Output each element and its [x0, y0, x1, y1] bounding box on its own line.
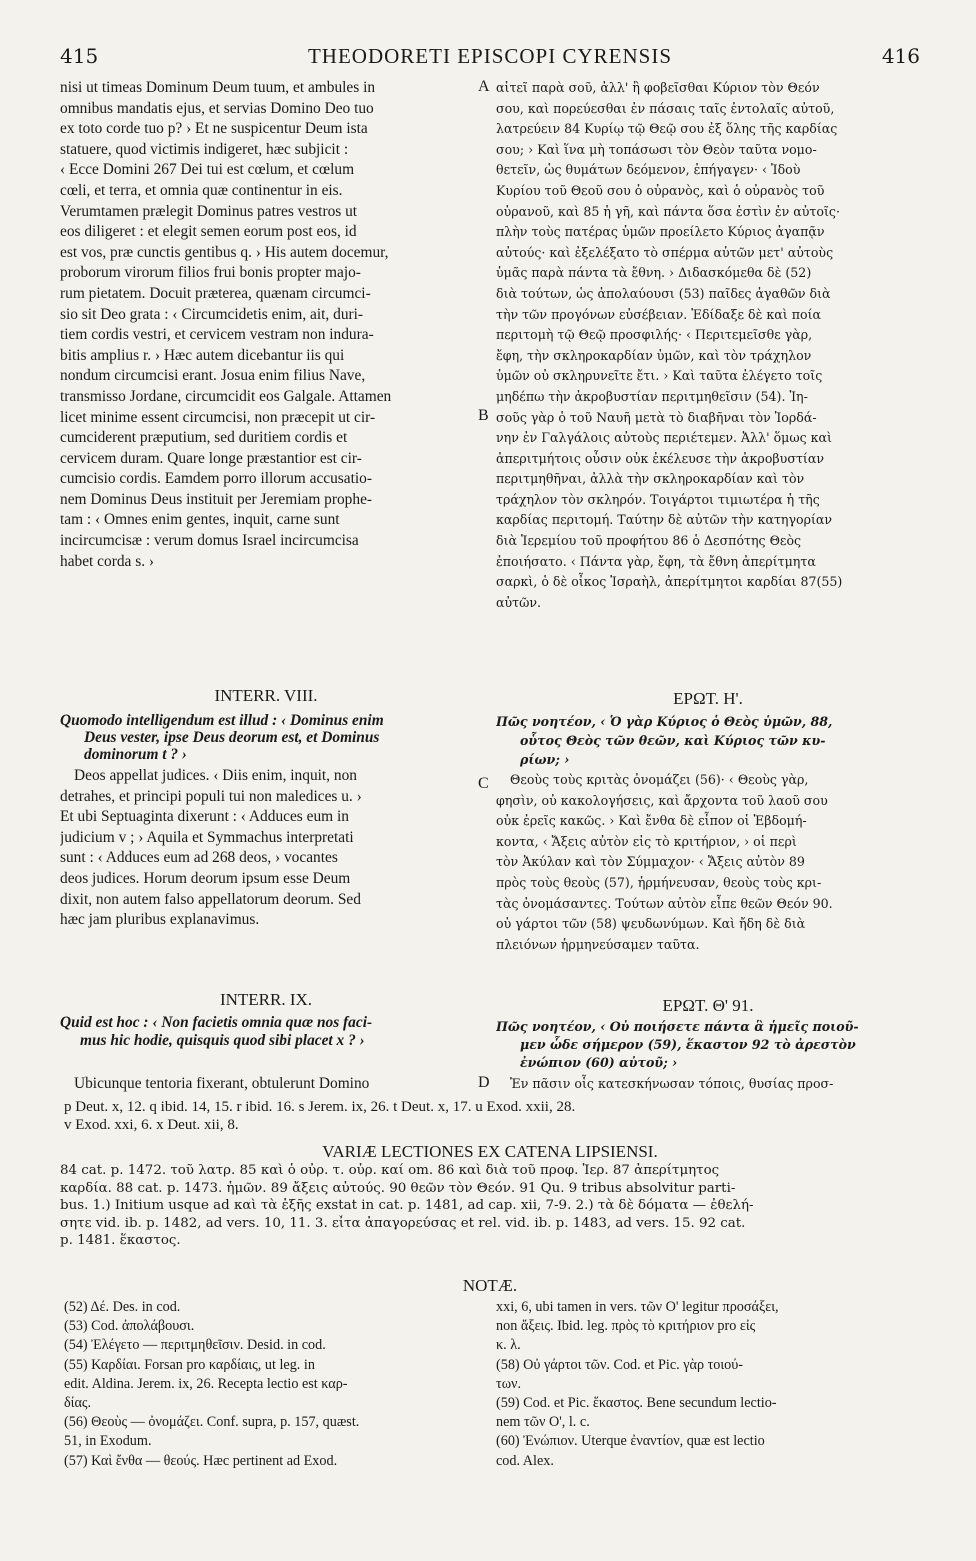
latin-line: hæc jam pluribus explanavimus. — [60, 911, 260, 929]
interr9-body-latin — [60, 1074, 472, 1095]
greek-line: οὐρανοῦ, καὶ 85 ἡ γῆ, καὶ πάντα ὅσα ἐστὶν ἐν αὐτοῖς· — [496, 203, 840, 219]
note-line: non ἄξεις. Ibid. leg. πρὸς τὸ κριτήριον pro εἰς — [496, 1318, 756, 1335]
variae-title: VARIÆ LECTIONES EX CATENA LIPSIENSI. — [322, 1142, 658, 1161]
variant-line: bus. 1.) Initium usque ad καὶ τὰ ἑξῆς exstat in cat. p. 1481, ad cap. xii, 7-9. 2.) τὰ δὲ δόματα — ἐθελή- — [60, 1198, 754, 1214]
question-line: Πῶς νοητέον, ‹ Ὁ γὰρ Κύριος ὁ Θεὸς ὑμῶν, 88, — [496, 714, 833, 729]
left-page-number: 415 — [60, 44, 99, 68]
variant-line: p. 1481. ἕκαστος. — [60, 1233, 181, 1249]
note-line: (54) Ἐλέγετο — περιτμηθεῖσιν. Desid. in cod. — [64, 1337, 326, 1354]
note-line: (53) Cod. ἀπολάβουσι. — [64, 1318, 195, 1335]
question-line: dominorum t ? › — [84, 746, 188, 763]
greek-line: σου; › Καὶ ἵνα μὴ τοπάσωσι τὸν Θεὸν ταῦτα νομο- — [496, 141, 817, 157]
note-line: (58) Οὐ γάρτοι τῶν. Cod. et Pic. γὰρ τοιού- — [496, 1356, 744, 1373]
greek-line: Θεοὺς τοὺς κριτὰς ὀνομάζει (56)· ‹ Θεοὺς γὰρ, — [510, 772, 809, 787]
note-line: 51, in Exodum. — [64, 1433, 152, 1450]
note-line: (56) Θεοὺς — ὀνομάζει. Conf. supra, p. 157, quæst. — [64, 1414, 360, 1431]
latin-line: est vos, præ cunctis gentibus q. › His autem docemur, — [60, 243, 389, 261]
greek-line: κοντα, ‹ Ἄξεις αὐτὸν εἰς τὸ κριτήριον, › οἱ περὶ — [496, 833, 797, 849]
greek-line: ὑμῶν οὐ σκληρυνεῖτε ἔτι. › Καὶ ταῦτα ἐλέγετο τοῖς — [496, 368, 823, 384]
greek-column-top — [496, 78, 920, 613]
running-header — [60, 44, 920, 72]
greek-line: πρὸς τοὺς θεοὺς (57), ἡρμήνευσαν, θεοὺς τοὺς κρι- — [496, 874, 822, 890]
greek-line: πλειόνων ἡρμηνεύσαμεν ταῦτα. — [496, 936, 700, 952]
latin-line: licet minime essent circumcisi, non præcepit ut cir- — [60, 408, 376, 426]
question-line: ρίων; › — [520, 752, 570, 767]
note-line: (57) Καὶ ἔνθα — θεούς. Hæc pertinent ad Exod. — [64, 1452, 338, 1469]
notae-title: NOTÆ. — [462, 1276, 518, 1295]
greek-line: μηδέπω τὴν ἀκροβυστίαν περιτμηθεῖσιν (54). Ἰη- — [496, 388, 808, 404]
question-line: Quomodo intelligendum est illud : ‹ Dominus enim — [60, 712, 384, 729]
question-line: οὗτος Θεὸς τῶν θεῶν, καὶ Κύριος τῶν κυ- — [520, 733, 826, 748]
greek-line: καρδίας περιτομή. Ταύτην δὲ αὐτῶν τὴν κατηγορίαν — [496, 512, 833, 528]
latin-line: deos judices. Horum deorum ipsum esse Deum — [60, 869, 351, 887]
latin-line: nisi ut timeas Dominum Deum tuum, et ambules in — [60, 79, 376, 96]
greek-line: διὰ τούτων, ὡς ἀπολαύουσι (53) παῖδες ἀγαθῶν διὰ — [496, 285, 831, 301]
note-line: (59) Cod. et Pic. ἕκαστος. Bene secundum lectio- — [496, 1394, 777, 1411]
greek-line: περιτομὴ τῷ Θεῷ προσφιλής· ‹ Περιτεμεῖσθε γὰρ, — [496, 327, 813, 343]
greek-line: Ἐν πᾶσιν οἷς κατεσκήνωσαν τόποις, θυσίας προσ- — [510, 1076, 834, 1091]
latin-line: dixit, non autem falso appellatorum deorum. Sed — [60, 890, 361, 908]
greek-line: αὐτούς· καὶ ἐξελέξατο τὸ σπέρμα αὐτῶν μετ' αὐτοὺς — [496, 244, 834, 260]
greek-line: Κυρίου τοῦ Θεοῦ σου ὁ οὐρανὸς, καὶ ὁ οὐρανὸς τοῦ — [496, 182, 825, 198]
variant-line: σητε vid. ib. p. 1482, ad vers. 10, 11. 3. εἶτα ἀπαγορεύσας et rel. vid. ib. p. 1483, ad vers. 15. 92 cat. — [60, 1215, 746, 1231]
greek-line: σου, καὶ πορεύεσθαι ἐν πάσαις ταῖς ἐντολαῖς αὐτοῦ, — [496, 100, 835, 116]
greek-line: φησὶν, οὐ κακολογήσεις, καὶ ἄρχοντα τοῦ λαοῦ σου — [496, 792, 828, 808]
variae-lectiones — [60, 1162, 920, 1250]
note-line: (52) Δέ. Des. in cod. — [64, 1299, 181, 1315]
running-title: THEODORETI EPISCOPI CYRENSIS — [307, 44, 673, 68]
greek-line: τὸν Ἀκύλαν καὶ τὸν Σύμμαχον· ‹ Ἄξεις αὐτὸν 89 — [496, 854, 805, 870]
latin-line: statuere, quod victimis indigeret, hæc subjicit : — [60, 140, 349, 158]
latin-line: bitis amplius r. › Hæc autem dicebantur iis qui — [60, 346, 345, 364]
greek-line: τὴν τῶν προγόνων εὐσέβειαν. Ἐδίδαξε δὲ καὶ ποία — [496, 306, 822, 322]
question-line: μεν ὧδε σήμερον (59), ἕκαστον 92 τὸ ἀρεστὸν — [520, 1037, 856, 1052]
greek-line: αὐτῶν. — [496, 594, 542, 610]
interr8-question-latin — [60, 712, 472, 763]
greek-line: οὐ γάρτοι τῶν (58) ψευδωνύμων. Καὶ ἤδη δὲ διὰ — [496, 916, 806, 932]
interr8-body-greek — [496, 770, 920, 955]
interr9-question-latin — [60, 1014, 472, 1050]
interr8-title-latin: INTERR. VIII. — [214, 686, 318, 705]
note-line: των. — [496, 1375, 522, 1392]
greek-line: ὑμᾶς παρὰ πάντα τὰ ἔθνη. › Διδασκόμεθα δὲ (52) — [496, 265, 812, 281]
footnote-line: v Exod. xxi, 6. x Deut. xii, 8. — [64, 1117, 239, 1133]
greek-line: νην ἐν Γαλγάλοις αὐτοὺς περιέτεμεν. Ἀλλ' ὅμως καὶ — [496, 430, 832, 446]
latin-line: tiem cordis vestri, et cervicem vestram non indura- — [60, 326, 374, 344]
latin-line: rum pietatem. Docuit præterea, quænam circumci- — [60, 284, 371, 302]
footnote-line: p Deut. x, 12. q ibid. 14, 15. r ibid. 16. s Jerem. ix, 26. t Deut. x, 17. u Exod. xxii, 28. — [64, 1099, 576, 1115]
greek-line: ἐποιήσατο. ‹ Πάντα γὰρ, ἔφη, τὰ ἔθνη ἀπερίτμητα — [496, 553, 816, 569]
latin-line: eos diligeret : et elegit semen eorum post eos, id — [60, 223, 357, 241]
note-line: nem τῶν Ο', l. c. — [496, 1414, 590, 1431]
question-line: mus hic hodie, quisquis quod sibi placet x ? › — [80, 1032, 365, 1049]
margin-letter-a: A — [478, 78, 490, 95]
latin-line: cumciderent præputium, sed duritiem cordis et — [60, 429, 348, 447]
greek-line: διὰ Ἱερεμίου τοῦ προφήτου 86 ὁ Δεσπότης Θεὸς — [496, 533, 802, 549]
note-line: δίας. — [64, 1394, 92, 1411]
interr9-body-greek — [496, 1074, 920, 1095]
margin-letter-c: C — [478, 775, 489, 792]
question-line: Quid est hoc : ‹ Non facietis omnia quæ nos faci- — [60, 1014, 373, 1031]
latin-line: cervicem duram. Quare longe præstantior est cir- — [60, 449, 362, 467]
latin-line: cœli, et terra, et omnia quæ continentur in eis. — [60, 181, 343, 199]
interr8-title-greek: ΕΡΩΤ. Η'. — [673, 689, 743, 708]
interr9-title-latin: INTERR. IX. — [219, 990, 313, 1009]
greek-line: λατρεύειν 84 Κυρίῳ τῷ Θεῷ σου ἐξ ὅλης τῆς καρδίας — [496, 121, 838, 137]
latin-line: judicium v ; › Aquila et Symmachus interpretati — [60, 828, 354, 846]
variant-line: καρδία. 88 cat. p. 1473. ἡμῶν. 89 ἄξεις αὐτούς. 90 θεῶν τὸν Θεόν. 91 Qu. 9 tribus absolvitur parti- — [60, 1180, 736, 1196]
note-line: (60) Ἐνώπιον. Uterque ἐναντίον, quæ est lectio — [496, 1433, 765, 1450]
latin-line: ex toto corde tuo p? › Et ne suspicentur Deum ista — [60, 120, 368, 138]
latin-line: Deos appellat judices. ‹ Diis enim, inquit, non — [74, 767, 357, 784]
greek-line: σοῦς γὰρ ὁ τοῦ Ναυῆ μετὰ τὸ διαβῆναι τὸν Ἰορδά- — [496, 409, 817, 425]
latin-line: cumcisio cordis. Eamdem porro illorum accusatio- — [60, 470, 372, 488]
notae-right — [496, 1298, 920, 1471]
scripture-footnotes — [64, 1098, 924, 1134]
greek-line: αἰτεῖ παρὰ σοῦ, ἀλλ' ἢ φοβεῖσθαι Κύριον τὸν Θεόν — [496, 80, 820, 95]
interr8-question-greek — [496, 712, 920, 769]
margin-letter-d: D — [478, 1074, 490, 1091]
margin-letter-b: B — [478, 407, 489, 424]
question-line: Πῶς νοητέον, ‹ Οὐ ποιήσετε πάντα ἃ ἡμεῖς ποιοῦ- — [496, 1019, 859, 1034]
note-line: xxi, 6, ubi tamen in vers. τῶν Ο' legitur προσάξει, — [496, 1299, 779, 1315]
variant-line: 84 cat. p. 1472. τοῦ λατρ. 85 καὶ ὁ οὐρ. τ. οὐρ. καί om. 86 καὶ διὰ τοῦ προφ. Ἱερ. 87 ἀπερίτμητος — [60, 1163, 720, 1178]
greek-line: τράχηλον τὸν σκληρόν. Τοιγάρτοι τιμιωτέρα ἡ τῆς — [496, 491, 820, 507]
latin-line: omnibus mandatis ejus, et servias Domino Deo tuo — [60, 99, 374, 117]
latin-line: Et ubi Septuaginta dixerunt : ‹ Adduces eum in — [60, 808, 349, 826]
latin-line: Verumtamen prælegit Dominus patres vestros ut — [60, 202, 358, 220]
right-page-number: 416 — [881, 44, 920, 68]
question-line: ἐνώπιον (60) αὐτοῦ; › — [520, 1055, 678, 1070]
greek-line: ἀπεριτμήτοις οὖσιν οὐκ ἐκέλευσε τὴν ἀκροβυστίαν — [496, 450, 825, 466]
latin-line: proborum virorum filios frui bonis propter majo- — [60, 264, 361, 282]
latin-line: habet corda s. › — [60, 552, 155, 570]
note-line: cod. Alex. — [496, 1452, 554, 1469]
greek-line: οὐκ ἐρεῖς κακῶς. › Καὶ ἔνθα δὲ εἶπον οἱ Ἑβδομή- — [496, 813, 807, 829]
latin-line: transmisso Jordane, circumcidit eos Galgale. Attamen — [60, 387, 392, 405]
note-line: κ. λ. — [496, 1337, 521, 1354]
greek-line: περιτμηθῆναι, ἀλλὰ τὴν σκληροκαρδίαν καὶ τὸν — [496, 471, 805, 487]
greek-line: τὰς ὀνομάσαντες. Τούτων αὐτὸν εἶπε θεῶν Θεόν 90. — [496, 895, 833, 911]
question-line: Deus vester, ipse Deus deorum est, et Dominus — [84, 729, 380, 746]
latin-line: ‹ Ecce Domini 267 Dei tui est cœlum, et cœlum — [60, 161, 355, 179]
interr9-question-greek — [496, 1018, 920, 1072]
interr9-title-greek: ΕΡΩΤ. Θ' 91. — [662, 996, 754, 1015]
greek-line: σαρκὶ, ὁ δὲ οἶκος Ἰσραὴλ, ἀπερίτμητοι καρδίαι 87(55) — [496, 574, 843, 590]
latin-line: tam : ‹ Omnes enim gentes, inquit, carne sunt — [60, 511, 340, 529]
interr8-body-latin — [60, 766, 472, 931]
latin-column-top — [60, 78, 472, 572]
greek-line: ἔφη, τὴν σκληροκαρδίαν ὑμῶν, καὶ τὸν τράχηλον — [496, 347, 812, 363]
latin-line: nondum circumcisi erant. Josua enim filius Nave, — [60, 367, 366, 385]
latin-line: incircumcisæ : verum domus Israel incircumcisa — [60, 532, 359, 550]
latin-line: sio sit Deo grata : ‹ Circumcidetis enim, ait, duri- — [60, 305, 364, 323]
latin-line: sunt : ‹ Adduces eum ad 268 deos, › vocantes — [60, 849, 338, 867]
notae-left — [64, 1298, 468, 1471]
note-line: (55) Καρδίαι. Forsan pro καρδίαις, ut leg. in — [64, 1356, 315, 1373]
latin-line: nem Dominus Deus instituit per Jeremiam prophe- — [60, 490, 373, 508]
greek-line: πλὴν τοὺς πατέρας ὑμῶν προείλετο Κύριος ἀγαπᾷν — [496, 224, 825, 240]
greek-line: θετεῖν, ὡς θυμάτων δεόμενον, ἐπήγαγεν· ‹ Ἰδοὺ — [496, 162, 801, 178]
latin-line: detrahes, et principi populi tui non maledices u. › — [60, 787, 362, 805]
latin-line: Ubicunque tentoria fixerant, obtulerunt Domino — [74, 1075, 370, 1092]
note-line: edit. Aldina. Jerem. ix, 26. Recepta lectio est καρ- — [64, 1375, 348, 1392]
